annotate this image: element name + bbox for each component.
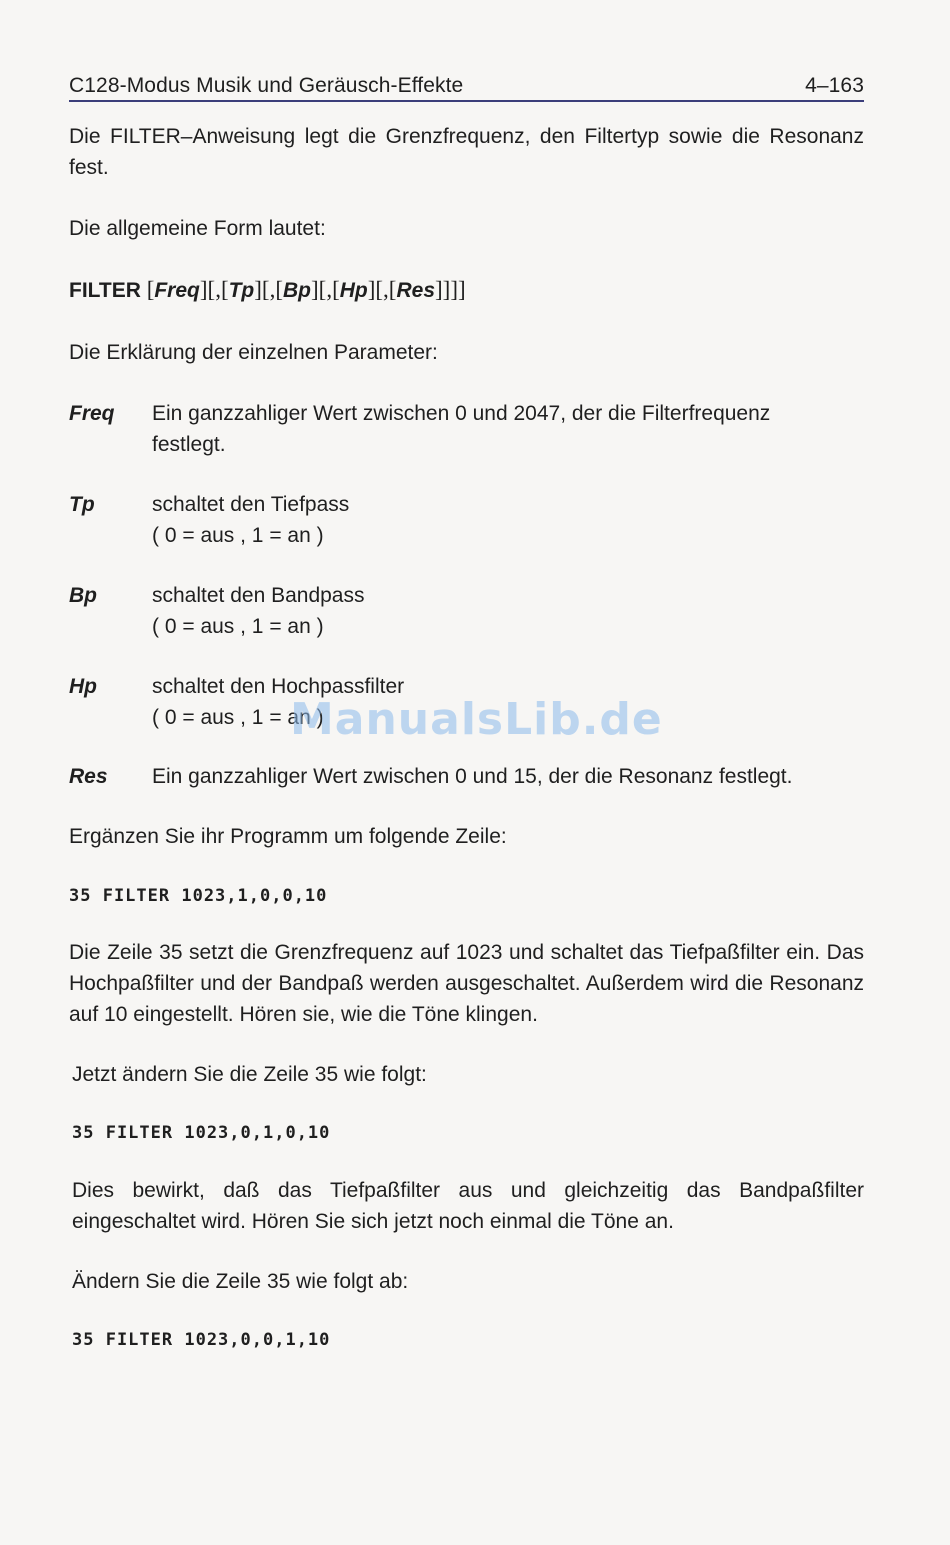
param-name: Bp <box>69 584 97 607</box>
param-description: Ein ganzzahliger Wert zwischen 0 und 15, der die Resonanz festlegt. <box>152 765 793 788</box>
param-name: Tp <box>69 493 95 516</box>
manual-page <box>69 0 864 1545</box>
syntax-param-tp: Tp <box>228 279 255 302</box>
syntax-keyword: FILTER <box>69 279 141 302</box>
param-description: schaltet den Tiefpass <box>152 493 350 516</box>
code-line-3: 35 FILTER 1023,0,0,1,10 <box>72 1330 331 1350</box>
chapter-title: C128-Modus Musik und Geräusch-Effekte <box>69 74 464 97</box>
watermark: ManualsLib.de <box>290 694 663 745</box>
code-line-1: 35 FILTER 1023,1,0,0,10 <box>69 886 328 906</box>
form-label: Die allgemeine Form lautet: <box>69 217 326 240</box>
params-label: Die Erklärung der einzelnen Parameter: <box>69 341 438 364</box>
syntax-param-hp: Hp <box>339 279 368 302</box>
intro-paragraph: Die FILTER–Anweisung legt die Grenzfrequenz, den Filtertyp sowie die Resonanz fest. <box>69 125 864 179</box>
param-values: ( 0 = aus , 1 = an ) <box>152 524 324 547</box>
param-name: Hp <box>69 675 97 698</box>
param-values: ( 0 = aus , 1 = an ) <box>152 615 324 638</box>
change-label: Jetzt ändern Sie die Zeile 35 wie folgt: <box>72 1063 427 1086</box>
param-name: Res <box>69 765 108 788</box>
filter-syntax: FILTER [Freq][,[Tp][,[Bp][,[Hp][,[Res]]]] <box>69 277 466 302</box>
syntax-param-res: Res <box>396 279 435 302</box>
explanation-paragraph-2: Dies bewirkt, daß das Tiefpaßfilter aus und gleichzeitig das Bandpaßfilter eingeschaltet wird. Hören Sie sich jetzt noch einmal die Töne an. <box>72 1179 864 1233</box>
page-header <box>69 72 864 102</box>
param-description: schaltet den Bandpass <box>152 584 365 607</box>
syntax-param-freq: Freq <box>154 279 200 302</box>
syntax-param-bp: Bp <box>283 279 311 302</box>
page-number: 4–163 <box>805 74 864 97</box>
change-label-2: Ändern Sie die Zeile 35 wie folgt ab: <box>72 1270 409 1293</box>
param-name: Freq <box>69 402 115 425</box>
add-line-label: Ergänzen Sie ihr Programm um folgende Zeile: <box>69 825 507 848</box>
explanation-paragraph-1: Die Zeile 35 setzt die Grenzfrequenz auf 1023 und schaltet das Tiefpaßfilter ein. Das Hochpaßfilter und der Bandpaß werden ausgeschaltet. Außerdem wird die Resonanz auf 10 eingestellt. Hören sie, wie die Töne klingen. <box>69 941 864 1026</box>
param-description: Ein ganzzahliger Wert zwischen 0 und 2047, der die Filterfrequenz <box>152 402 771 425</box>
param-description: schaltet den Hochpassfilter <box>152 675 405 698</box>
param-values: ( 0 = aus , 1 = an ) <box>152 706 324 729</box>
code-line-2: 35 FILTER 1023,0,1,0,10 <box>72 1123 331 1143</box>
param-description-cont: festlegt. <box>152 433 226 456</box>
